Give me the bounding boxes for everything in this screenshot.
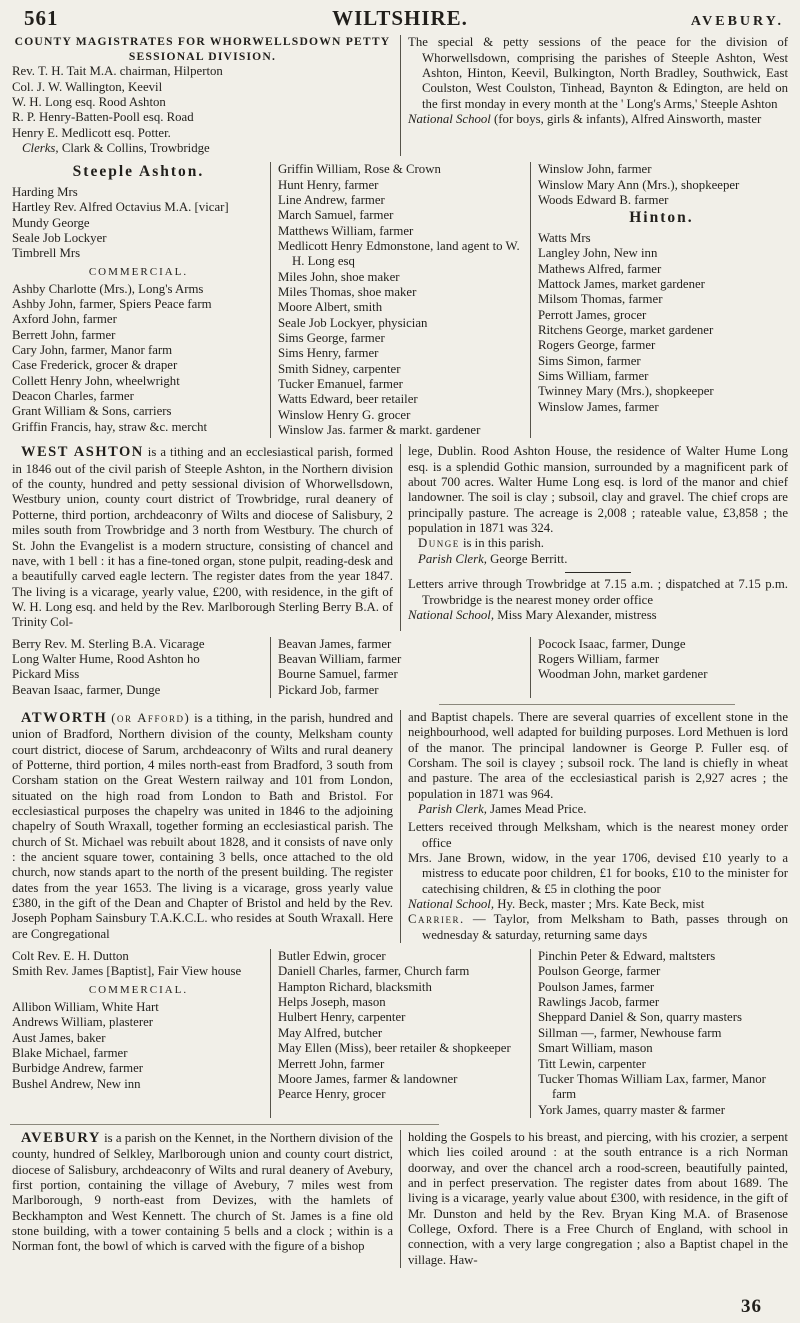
parish-clerk-label: Parish Clerk, xyxy=(418,551,487,566)
atworth-section xyxy=(10,710,790,943)
directory-entry: Allibon William, White Hart xyxy=(12,999,159,1014)
directory-entry: Deacon Charles, farmer xyxy=(12,389,134,404)
directory-entry: Sims George, farmer xyxy=(277,331,385,345)
dunge-text: is in this parish. xyxy=(459,536,544,551)
west-ashton-col2-list xyxy=(278,637,525,698)
atworth-dir-col-3 xyxy=(530,949,790,1118)
directory-entry: Langley John, New inn xyxy=(537,246,658,261)
directory-entry: Tucker Thomas William Lax, farmer, Manor farm xyxy=(537,1071,766,1102)
atworth-parish-clerk xyxy=(408,802,788,817)
atworth-paragraph xyxy=(12,710,393,942)
directory-entry: Watts Edward, beer retailer xyxy=(277,392,418,407)
avebury-paragraph xyxy=(12,1130,393,1255)
steeple-residents-list xyxy=(12,185,265,262)
west-ashton-school-line xyxy=(408,608,788,623)
avebury-text: is a parish on the Kennet, in the Northern division of the county, hundred of Selkley, Marlborough union and county court district, diocese of Salisbury, archdeaconry of Wilts and rural deanery of Avebury, first portion, containing the village of Avebury, 7 miles west from Marlborough, 9 north-east from Devizes, with the hamlets of Beckhampton and West Kennett. The church of St. James is a fine old stone building, with a tower containing 5 bells and a clock ; within is a Norman font, the bowl of which is carved with the figure of a bishop xyxy=(12,1130,393,1254)
steeple-col2-list xyxy=(278,162,525,438)
school-label: National School, xyxy=(408,897,495,912)
school-label: National School, xyxy=(408,607,495,622)
carrier-label: Carrier. xyxy=(408,912,465,927)
dunge-lead: Dunge xyxy=(418,536,460,551)
magistrates-column xyxy=(10,35,400,156)
atworth-commercial-heading: COMMERCIAL. xyxy=(88,983,189,996)
directory-entry: Harding Mrs xyxy=(12,184,78,199)
west-ashton-col3-list xyxy=(538,637,785,683)
directory-entry: Hunt Henry, farmer xyxy=(277,177,379,192)
directory-entry: Axford John, farmer xyxy=(12,312,117,327)
directory-entry: Rogers William, farmer xyxy=(537,651,660,666)
steeple-commercial-list xyxy=(12,282,265,435)
avebury-continuation: holding the Gospels to his breast, and piercing, with his crozier, a serpent which lies coiled around : at the south entrance is a rich Norman doorway, and over the chancel arch a rood-screen, beautifully painted, and in perfect preservation. The register dates from about 1689. The living is a vicarage, yearly value about £300, with residence, in the gift of Mr. Dunston and held by the Rev. Bryan King M.A. of Brasenose College, Oxford. There is a Free Church of England, with school in connection, with a very large congregation ; also a Baptist chapel in the village. Haw- xyxy=(408,1129,788,1267)
directory-entry: Mundy George xyxy=(12,215,90,230)
directory-entry: Collett Henry John, wheelwright xyxy=(12,373,180,388)
directory-entry: Rawlings Jacob, farmer xyxy=(537,995,660,1010)
magistrates-heading-line1: COUNTY MAGISTRATES FOR WHORWELLSDOWN PETTY xyxy=(14,35,391,49)
directory-entry: Beavan Isaac, farmer, Dunge xyxy=(12,682,161,697)
directory-entry: Berry Rev. M. Sterling B.A. Vicarage xyxy=(12,636,205,651)
parish-clerk-name: George Berritt. xyxy=(490,551,568,566)
west-ashton-paragraph xyxy=(12,444,393,630)
directory-entry: Seale Job Lockyer, physician xyxy=(277,315,428,330)
directory-entry: York James, quarry master & farmer xyxy=(537,1102,725,1117)
directory-entry: Long Walter Hume, Rood Ashton ho xyxy=(12,651,200,666)
hinton-heading: Hinton. xyxy=(629,209,694,227)
steeple-col3-list xyxy=(538,162,785,208)
school-text: (for boys, girls & infants), Alfred Ainsworth, master xyxy=(494,111,762,126)
clerks-label: Clerks, xyxy=(22,140,59,155)
school-text: Miss Mary Alexander, mistress xyxy=(497,607,657,622)
divider-rule xyxy=(565,572,631,573)
directory-entry: Rogers George, farmer xyxy=(537,338,656,353)
directory-entry: Ashby Charlotte (Mrs.), Long's Arms xyxy=(12,281,204,296)
section-divider xyxy=(439,704,735,705)
directory-entry: R. P. Henry-Batten-Pooll esq. Road xyxy=(12,110,194,125)
directory-entry: Miles Thomas, shoe maker xyxy=(277,284,417,299)
avebury-lead: AVEBURY xyxy=(21,1129,101,1146)
magistrates-section xyxy=(10,35,790,156)
directory-entry: Seale Job Lockyer xyxy=(12,230,107,245)
atworth-dir-col-1 xyxy=(10,949,270,1118)
directory-entry: Henry E. Medlicott esq. Potter. xyxy=(12,125,171,140)
directory-entry: March Samuel, farmer xyxy=(277,208,394,223)
west-ashton-section xyxy=(10,444,790,630)
directory-entry: Sims William, farmer xyxy=(537,368,649,383)
atworth-dir-col-2 xyxy=(270,949,530,1118)
directory-entry: Winslow Jas. farmer & markt. gardener xyxy=(277,423,481,438)
directory-entry: Winslow James, farmer xyxy=(537,399,659,414)
atworth-left-column xyxy=(10,710,400,943)
atworth-right-column xyxy=(400,710,790,943)
directory-entry: Mathews Alfred, farmer xyxy=(537,261,662,276)
directory-entry: Twinney Mary (Mrs.), shopkeeper xyxy=(537,384,714,399)
sessions-school-line xyxy=(408,112,788,127)
directory-entry: Pickard Job, farmer xyxy=(277,682,379,697)
west-ashton-continuation: lege, Dublin. Rood Ashton House, the residence of Walter Hume Long esq. is a splendid Gothic mansion, surrounded by a magnificent park of about 700 acres. Walter Hume Long esq. is lord of the manor and chief landowner. The soil is clay ; subsoil, clay and gravel. The chief crops are principally pasture. The acreage is 2,008 ; rateable value, £3,858 ; the population in 1871 was 324. xyxy=(408,444,788,536)
directory-entry: Pearce Henry, grocer xyxy=(277,1087,386,1102)
avebury-section xyxy=(10,1130,790,1268)
directory-entry: Poulson George, farmer xyxy=(537,964,661,979)
directory-entry: Rev. T. H. Tait M.A. chairman, Hilperton xyxy=(12,64,223,79)
directory-entry: Burbidge Andrew, farmer xyxy=(12,1061,144,1076)
directory-entry: Hartley Rev. Alfred Octavius M.A. [vicar] xyxy=(12,200,229,215)
directory-entry: Beavan James, farmer xyxy=(277,636,392,651)
directory-entry: Sims Simon, farmer xyxy=(537,353,641,368)
running-head: AVEBURY. xyxy=(690,14,784,29)
west-ashton-col1-list xyxy=(12,637,265,698)
steeple-ashton-directory xyxy=(10,162,790,438)
directory-entry: Milsom Thomas, farmer xyxy=(537,292,663,307)
section-divider xyxy=(10,1124,439,1125)
directory-entry: Woods Edward B. farmer xyxy=(537,192,669,207)
west-ashton-letters: Letters arrive through Trowbridge at 7.15 a.m. ; dispatched at 7.15 p.m. Trowbridge is the nearest money order office xyxy=(408,577,788,607)
directory-entry: Helps Joseph, mason xyxy=(277,995,386,1010)
atworth-commercial-list xyxy=(12,1000,265,1092)
directory-entry: Griffin Francis, hay, straw &c. mercht xyxy=(12,419,208,434)
carrier-text: — Taylor, from Melksham to Bath, passes through on wednesday & saturday, returning same days xyxy=(422,912,788,942)
steeple-col-3 xyxy=(530,162,790,438)
parish-clerk-name: James Mead Price. xyxy=(490,802,587,817)
directory-entry: Sillman —, farmer, Newhouse farm xyxy=(537,1025,722,1040)
directory-entry: Butler Edwin, grocer xyxy=(277,949,386,964)
directory-entry: Perrott James, grocer xyxy=(537,307,647,322)
directory-entry: Griffin William, Rose & Crown xyxy=(277,162,441,177)
sessions-paragraph: The special & petty sessions of the peace for the division of Whorwellsdown, comprising the parishes of Steeple Ashton, West Ashton, Hinton, Keevil, Bulkington, North Bradley, Southwick, East Coulston, West Coulston, Tinhead, Baynton & Edington, are held on the first monday in every month at the ' Long's Arms,' Steeple Ashton xyxy=(408,35,788,111)
west-ashton-dir-col-2 xyxy=(270,637,530,698)
directory-entry: Winslow Henry G. grocer xyxy=(277,407,411,422)
directory-entry: Blake Michael, farmer xyxy=(12,1046,128,1061)
directory-entry: Col. J. W. Wallington, Keevil xyxy=(12,79,163,94)
sessions-column xyxy=(400,35,790,156)
atworth-text: is a tithing, in the parish, hundred and union of Bradford, Northern division of the county, Melksham county court district, diocese of Sarum, archdeaconry of Wilts and rural deanery of Potterne, third portion, 4 miles north-east from Bradford, 3 south from Corsham station on the Great Western railway and 101 from London, situated on the high road from London to Bath and Bristol. For ecclesiastical purposes the chapelry was united in 1846 to the adjoining chapelry of South Wraxall, together forming an ecclesiastical parish. The church of St. Michael was rebuilt about 1828, and it consists of nave only : the ancient square tower, containing 3 bells, once attached to the old church, now stands apart to the north of the present building. The register dates from the year 1653. The living is a vicarage, gross yearly value £380, in the gift of the Dean and Chapter of Bristol and held by the Rev. Joseph Popham Sainsbury T.A.K.C.L. who resides at South Wraxall. Here are Congregational xyxy=(12,710,393,941)
directory-entry: Moore Albert, smith xyxy=(277,300,383,315)
west-ashton-lead: WEST ASHTON xyxy=(21,444,144,461)
directory-entry: Case Frederick, grocer & draper xyxy=(12,358,178,373)
directory-entry: Pinchin Peter & Edward, maltsters xyxy=(537,949,716,964)
hinton-list xyxy=(538,231,785,415)
atworth-private-list xyxy=(12,949,265,980)
directory-entry: Grant William & Sons, carriers xyxy=(12,404,172,419)
directory-entry: Medlicott Henry Edmonstone, land agent to W. H. Long esq xyxy=(277,238,520,269)
directory-entry: Poulson James, farmer xyxy=(537,979,655,994)
directory-entry: Mattock James, market gardener xyxy=(537,276,705,291)
directory-entry: Beavan William, farmer xyxy=(277,651,402,666)
directory-entry: Andrews William, plasterer xyxy=(12,1015,154,1030)
west-ashton-directory xyxy=(10,637,790,698)
directory-entry: Titt Lewin, carpenter xyxy=(537,1056,646,1071)
school-text: Hy. Beck, master ; Mrs. Kate Beck, mist xyxy=(497,897,705,912)
directory-entry: Cary John, farmer, Manor farm xyxy=(12,343,173,358)
atworth-continuation: and Baptist chapels. There are several quarries of excellent stone in the neighbourhood, well adapted for building purposes. Lord Methuen is lord of the manor. The principal landowner is George P. Fuller esq. of Corsham. The soil is clayey ; subsoil rock. The land is chiefly in wheat and pasture. The area of the ecclesiastical parish is 2,927 acres ; the population in 1871 was 964. xyxy=(408,709,788,801)
directory-entry: Moore James, farmer & landowner xyxy=(277,1071,458,1086)
avebury-left-column xyxy=(10,1130,400,1268)
directory-entry: Hampton Richard, blacksmith xyxy=(277,979,432,994)
directory-entry: Pocock Isaac, farmer, Dunge xyxy=(537,636,686,651)
page-header xyxy=(10,6,790,31)
directory-entry: Matthews William, farmer xyxy=(277,223,414,238)
dunge-note xyxy=(408,536,788,551)
county-title: WILTSHIRE. xyxy=(332,6,468,30)
steeple-commercial-heading: COMMERCIAL. xyxy=(88,265,189,278)
directory-entry: Line Andrew, farmer xyxy=(277,192,385,207)
atworth-charity: Mrs. Jane Brown, widow, in the year 1706, devised £10 yearly to a mistress to educate poor children, £1 for books, £10 to the minister for catechising children, & £5 in clothing the poor xyxy=(408,851,788,896)
west-ashton-left-column xyxy=(10,444,400,630)
atworth-school-line xyxy=(408,897,788,912)
west-ashton-dir-col-1 xyxy=(10,637,270,698)
directory-entry: Aust James, baker xyxy=(12,1030,106,1045)
atworth-letters: Letters received through Melksham, which is the nearest money order office xyxy=(408,820,788,850)
atworth-lead2: (or Afford) xyxy=(111,710,191,725)
atworth-directory xyxy=(10,949,790,1118)
directory-entry: Sims Henry, farmer xyxy=(277,346,379,361)
west-ashton-right-column xyxy=(400,444,790,630)
clerks-line xyxy=(22,141,393,156)
magistrates-heading-line2: SESSIONAL DIVISION. xyxy=(128,49,277,63)
atworth-lead: ATWORTH xyxy=(21,709,108,726)
atworth-col3-list xyxy=(538,949,785,1118)
directory-entry: Timbrell Mrs xyxy=(12,246,81,261)
directory-entry: Ashby John, farmer, Spiers Peace farm xyxy=(12,297,212,312)
school-label: National School xyxy=(408,111,491,126)
atworth-carrier-line xyxy=(408,912,788,943)
clerks-text: Clark & Collins, Trowbridge xyxy=(61,140,210,155)
steeple-col-1 xyxy=(10,162,270,438)
steeple-ashton-heading: Steeple Ashton. xyxy=(72,163,205,181)
directory-entry: May Ellen (Miss), beer retailer & shopkeeper xyxy=(277,1041,511,1056)
directory-entry: Ritchens George, market gardener xyxy=(537,322,714,337)
directory-entry: Hulbert Henry, carpenter xyxy=(277,1010,406,1025)
atworth-col2-list xyxy=(278,949,525,1102)
magistrates-heading xyxy=(12,35,393,64)
directory-entry: Bushel Andrew, New inn xyxy=(12,1076,141,1091)
page-number: 561 xyxy=(24,6,59,30)
directory-entry: Miles John, shoe maker xyxy=(277,269,400,284)
directory-entry: Merrett John, farmer xyxy=(277,1056,385,1071)
directory-entry: Smith Rev. James [Baptist], Fair View house xyxy=(12,964,242,979)
magistrates-list xyxy=(12,64,393,141)
directory-entry: Winslow John, farmer xyxy=(537,162,652,177)
directory-entry: Berrett John, farmer xyxy=(12,327,116,342)
directory-entry: May Alfred, butcher xyxy=(277,1025,383,1040)
steeple-col-2 xyxy=(270,162,530,438)
directory-entry: Watts Mrs xyxy=(537,230,591,245)
west-ashton-dir-col-3 xyxy=(530,637,790,698)
directory-entry: Bourne Samuel, farmer xyxy=(277,667,398,682)
directory-entry: Sheppard Daniel & Son, quarry masters xyxy=(537,1010,742,1025)
west-ashton-text: is a tithing and an ecclesiastical parish, formed in 1846 out of the civil parish of Steeple Ashton, in the Northern division of the county, hundred and petty sessional division of Whorwellsdown, Westbury union, county court district of Trowbridge, rural deanery of Potterne, third portion, archdeaconry of Wilts and diocese of Salisbury, 2 miles south from Trowbridge and 3 north from Westbury. The church of St. John the Evangelist is a modern structure, consisting of chancel and nave, with 1 bell : it has a fine-toned organ, stone pulpit, reading-desk and a beautifully carved eagle lectern. The register dates from the year 1847. The living is a vicarage, yearly value, £200, with residence, in the gift of W. H. Long esq. and held by the Rev. Marlborough Sterling Berry B.A. of Trinity Col- xyxy=(12,445,393,630)
directory-entry: Daniell Charles, farmer, Church farm xyxy=(277,964,470,979)
avebury-right-column xyxy=(400,1130,790,1268)
west-ashton-parish-clerk xyxy=(408,552,788,567)
directory-entry: Woodman John, market gardener xyxy=(537,667,708,682)
directory-entry: Tucker Emanuel, farmer xyxy=(277,377,403,392)
directory-entry: Smith Sidney, carpenter xyxy=(277,361,401,376)
directory-entry: Smart William, mason xyxy=(537,1041,653,1056)
parish-clerk-label: Parish Clerk, xyxy=(418,802,487,817)
directory-entry: W. H. Long esq. Rood Ashton xyxy=(12,94,166,109)
directory-entry: Winslow Mary Ann (Mrs.), shopkeeper xyxy=(537,177,740,192)
directory-entry: Pickard Miss xyxy=(12,667,80,682)
signature-mark: 36 xyxy=(741,1296,762,1318)
directory-entry: Colt Rev. E. H. Dutton xyxy=(12,949,129,964)
